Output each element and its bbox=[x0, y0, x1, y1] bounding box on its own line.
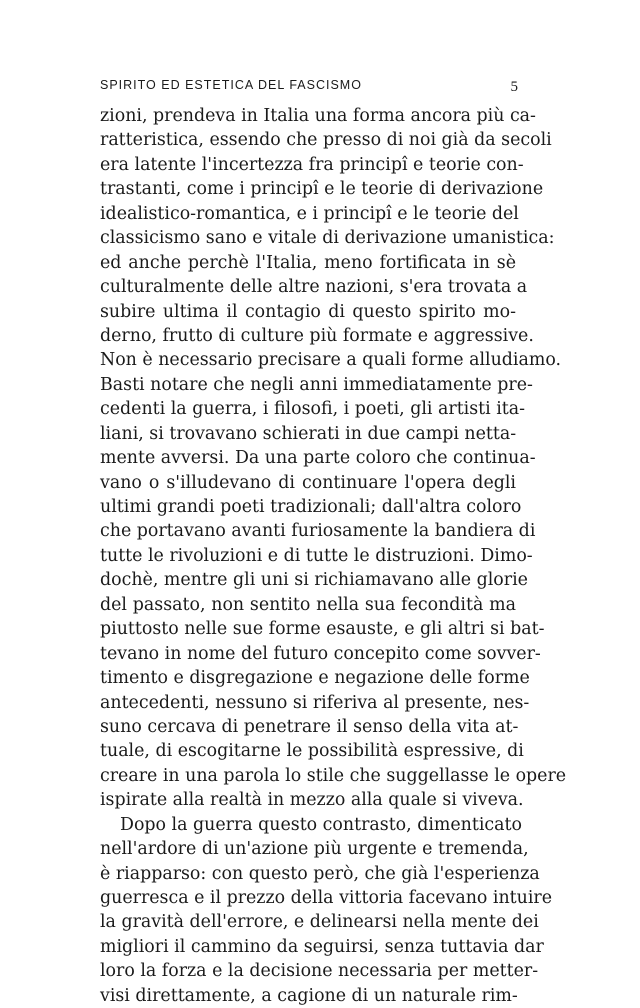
text-line: idealistico-romantica, e i principî e le teorie del bbox=[100, 203, 519, 224]
text-line: tutte le rivoluzioni e di tutte le distruzioni. Dimo- bbox=[100, 545, 533, 566]
text-line: visi direttamente, a cagione di un naturale rim- bbox=[100, 985, 518, 1006]
text-line: loro la forza e la decisione necessaria per metter- bbox=[100, 961, 539, 982]
text-line: cedenti la guerra, i filosofi, i poeti, gli artisti ita- bbox=[100, 399, 526, 420]
text-line: antecedenti, nessuno si riferiva al presente, nes- bbox=[100, 692, 530, 713]
paragraph-start-line: Dopo la guerra questo contrasto, dimenticato bbox=[120, 814, 522, 835]
text-line: piuttosto nelle sue forme esauste, e gli altri si bat- bbox=[100, 619, 545, 640]
text-line: subire ultima il contagio di questo spirito mo- bbox=[100, 301, 516, 322]
text-line: culturalmente delle altre nazioni, s'era trovata a bbox=[100, 277, 528, 298]
text-line: tuale, di escogitarne le possibilità espressive, di bbox=[100, 741, 524, 762]
text-line: timento e disgregazione e negazione delle forme bbox=[100, 668, 530, 689]
text-line: la gravità dell'errore, e delinearsi nella mente dei bbox=[100, 912, 539, 933]
text-line: guerresca e il prezzo della vittoria facevano intuire bbox=[100, 888, 553, 908]
text-line: del passato, non sentito nella sua fecondità ma bbox=[100, 594, 516, 615]
text-line: creare in una parola lo stile che suggellasse le opere bbox=[100, 765, 567, 786]
body-text bbox=[100, 104, 567, 1008]
text-line: tevano in nome del futuro concepito come sovver- bbox=[100, 643, 541, 664]
text-line: suno cercava di penetrare il senso della vita at- bbox=[100, 716, 519, 737]
text-line: nell'ardore di un'azione più urgente e tremenda, bbox=[100, 839, 529, 860]
text-line: vano o s'illudevano di continuare l'opera degli bbox=[100, 472, 516, 493]
text-line: dochè, mentre gli uni si richiamavano alle glorie bbox=[100, 570, 528, 591]
text-line: ed anche perchè l'Italia, meno fortificata in sè bbox=[100, 252, 516, 273]
text-line: Non è necessario precisare a quali forme alludiamo. bbox=[100, 350, 562, 371]
text-line: era latente l'incertezza fra principî e teorie con- bbox=[100, 154, 524, 175]
text-line: ratteristica, essendo che presso di noi già da secoli bbox=[100, 130, 552, 151]
running-title: SPIRITO ED ESTETICA DEL FASCISMO bbox=[100, 78, 362, 92]
text-line: zioni, prendeva in Italia una forma ancora più ca- bbox=[100, 106, 536, 126]
text-line: migliori il cammino da seguirsi, senza tuttavia dar bbox=[100, 936, 544, 957]
text-line: mente avversi. Da una parte coloro che continua- bbox=[100, 448, 536, 469]
page-number: 5 bbox=[510, 79, 518, 95]
text-line: liani, si trovavano schierati in due campi netta- bbox=[100, 423, 517, 444]
text-line: derno, frutto di culture più formate e aggressive. bbox=[100, 325, 534, 346]
text-line: che portavano avanti furiosamente la bandiera di bbox=[100, 521, 536, 542]
text-line: ultimi grandi poeti tradizionali; dall'altra coloro bbox=[100, 497, 522, 517]
text-line: Basti notare che negli anni immediatamente pre- bbox=[100, 374, 533, 395]
text-line: è riapparso: con questo però, che già l'esperienza bbox=[100, 863, 540, 884]
text-line: trastanti, come i principî e le teorie di derivazione bbox=[100, 179, 544, 200]
text-line: classicismo sano e vitale di derivazione umanistica: bbox=[100, 228, 555, 249]
running-head bbox=[100, 75, 518, 97]
paragraph-end-line: ispirate alla realtà in mezzo alla quale si viveva. bbox=[100, 790, 524, 811]
